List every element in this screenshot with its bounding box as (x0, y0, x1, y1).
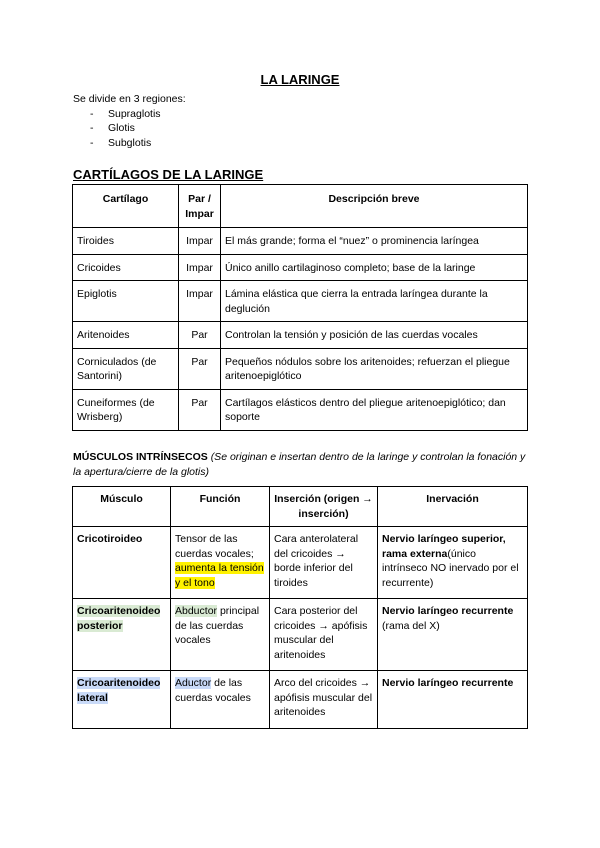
cartilage-desc: Pequeños nódulos sobre los aritenoides; refuerzan el pliegue aritenoepiglótico (221, 348, 528, 389)
intro-text: Se divide en 3 regiones: (73, 93, 186, 105)
muscle-insertion: Arco del cricoides → apófisis muscular del aritenoides (270, 671, 378, 729)
nerve-note: (único intrínseco NO inervado por el recurrente) (382, 547, 519, 589)
muscles-heading (73, 450, 533, 480)
cartilage-desc: Controlan la tensión y posición de las cuerdas vocales (221, 322, 528, 349)
cartilage-desc: Cartílagos elásticos dentro del pliegue aritenoepiglótico; dan soporte (221, 389, 528, 430)
muscles-heading-title: MÚSCULOS INTRÍNSECOS (73, 451, 208, 463)
muscle-insertion: Cara posterior del cricoides → apófisis muscular del aritenoides (270, 599, 378, 671)
column-header: Función (171, 487, 270, 527)
cartilage-type: Impar (179, 254, 221, 281)
table-row (73, 322, 528, 349)
muscle-name: Cricoaritenoideo lateral (77, 677, 161, 704)
table-row (73, 281, 528, 322)
list-item: - Supraglotis (90, 107, 186, 122)
table-row (73, 671, 528, 729)
muscle-function (171, 599, 270, 671)
function-highlight: Aductor (175, 677, 212, 689)
cartilage-desc: Único anillo cartilaginoso completo; base de la laringe (221, 254, 528, 281)
cartilage-type: Par (179, 348, 221, 389)
nerve-note: (rama del X) (382, 619, 440, 632)
function-text: Tensor de las cuerdas vocales; (175, 533, 254, 560)
column-header: Músculo (73, 487, 171, 527)
list-item: - Glotis (90, 121, 186, 136)
cartilage-type: Impar (179, 281, 221, 322)
muscle-name-cell (73, 671, 171, 729)
nerve-name: Nervio laríngeo recurrente (382, 605, 514, 617)
cartilage-type: Par (179, 389, 221, 430)
column-header: Par / Impar (179, 185, 221, 228)
cartilages-heading: CARTÍLAGOS DE LA LARINGE (73, 167, 264, 182)
cartilage-desc: El más grande; forma el “nuez” o prominencia laríngea (221, 228, 528, 255)
table-header-row (73, 487, 528, 527)
muscle-name: Cricotiroideo (77, 533, 143, 545)
function-text: principal de las cuerdas vocales (175, 605, 260, 646)
cartilage-name: Cuneiformes (de Wrisberg) (73, 389, 179, 430)
table-row (73, 599, 528, 671)
function-highlight: Abductor (175, 605, 218, 617)
table-row (73, 348, 528, 389)
column-header: Inserción (origen → inserción) (270, 487, 378, 527)
muscle-function (171, 527, 270, 599)
cartilage-name: Corniculados (de Santorini) (73, 348, 179, 389)
cartilage-name: Aritenoides (73, 322, 179, 349)
muscle-innervation (378, 599, 528, 671)
column-header: Inervación (378, 487, 528, 527)
muscle-insertion: Cara anterolateral del cricoides → borde inferior del tiroides (270, 527, 378, 599)
muscle-name-cell (73, 527, 171, 599)
cartilages-table (72, 184, 528, 431)
column-header: Cartílago (73, 185, 179, 228)
muscle-innervation (378, 671, 528, 729)
table-row (73, 254, 528, 281)
regions-list (73, 107, 186, 151)
column-header: Descripción breve (221, 185, 528, 228)
table-row (73, 228, 528, 255)
muscle-name-cell (73, 599, 171, 671)
list-item: - Subglotis (90, 136, 186, 151)
cartilage-name: Epiglotis (73, 281, 179, 322)
muscle-innervation (378, 527, 528, 599)
muscle-function (171, 671, 270, 729)
function-text: de las cuerdas vocales (175, 677, 251, 704)
cartilage-name: Tiroides (73, 228, 179, 255)
cartilage-type: Impar (179, 228, 221, 255)
table-header-row (73, 185, 528, 228)
page-title: LA LARINGE (260, 72, 340, 87)
nerve-name: Nervio laríngeo recurrente (382, 677, 514, 689)
table-row (73, 389, 528, 430)
nerve-name: Nervio laríngeo superior, rama externa (382, 533, 506, 560)
muscles-table (72, 486, 528, 729)
muscle-name: Cricoaritenoideo posterior (77, 605, 161, 632)
cartilage-type: Par (179, 322, 221, 349)
muscles-heading-note: (Se originan e insertan dentro de la laringe y controlan la fonación y la apertura/cierre de la glotis) (73, 451, 526, 478)
cartilage-name: Cricoides (73, 254, 179, 281)
table-row (73, 527, 528, 599)
intro-section (73, 92, 186, 150)
cartilage-desc: Lámina elástica que cierra la entrada laríngea durante la deglución (221, 281, 528, 322)
function-highlight: aumenta la tensión y el tono (175, 562, 264, 589)
